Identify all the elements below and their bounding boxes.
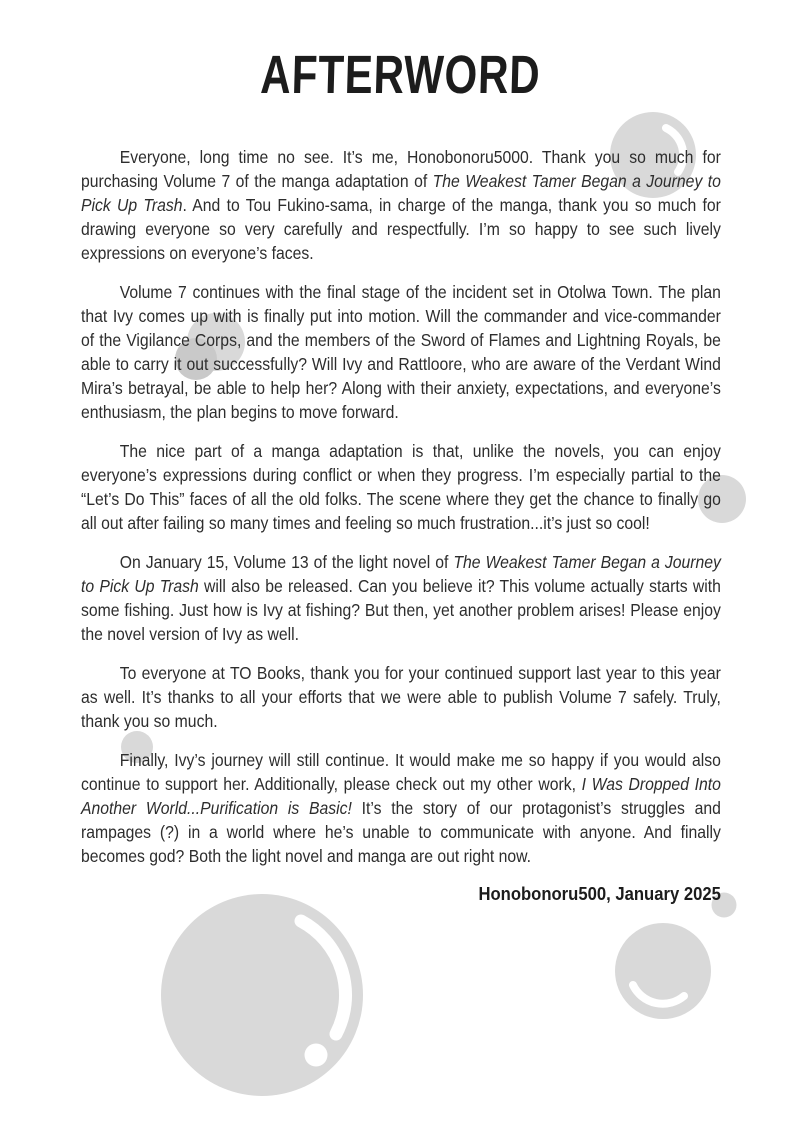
- book-title-italic: The Weakest Tamer Began a Journey to Pick Up Trash: [81, 552, 721, 596]
- paragraph-text: The nice part of a manga adaptation is that, unlike the novels, you can enjoy everyone’s expressions during conflict or when they progress. I’m especially partial to the “Let’s Do This” faces of all the old folks. The scene where they get the chance to finally go all out after failing so many times and feeling so much frustration...it’s just so cool!: [81, 441, 721, 533]
- paragraph: [81, 748, 721, 868]
- bubble-bottom-left-shine-dot: [305, 1044, 328, 1067]
- signature: Honobonoru500, January 2025: [478, 883, 721, 904]
- book-title-italic: I Was Dropped Into Another World...Purification is Basic!: [81, 774, 721, 818]
- bubble-bottom-left: [161, 894, 363, 1096]
- paragraph-text: On January 15, Volume 13 of the light novel of: [119, 552, 454, 572]
- paragraph: [81, 439, 721, 535]
- paragraph: [81, 661, 721, 733]
- body-column: [81, 145, 721, 905]
- paragraph: [81, 550, 721, 646]
- paragraph-text: Volume 7 continues with the final stage of the incident set in Otolwa Town. The plan that Ivy comes up with is finally put into motion. Will the commander and vice-commander of the Vigilance Corps, and the members of the Sword of Flames and Lightning Royals, be able to carry it out successfully? Will Ivy and Rattloore, who are aware of the Verdant Wind Mira’s betrayal, be able to help her? Along with their anxiety, expectations, and everyone’s enthusiasm, the plan begins to move forward.: [81, 282, 721, 422]
- paragraph: [81, 280, 721, 424]
- paragraph-text: Everyone, long time no see. It’s me, Honobonoru5000. Thank you so much for purchasing Volume 7 of the manga adaptation of: [81, 147, 721, 191]
- paragraph-text: will also be released. Can you believe it? This volume actually starts with some fishing. Just how is Ivy at fishing? But then, yet another problem arises! Please enjoy the novel version of Ivy as well.: [81, 576, 721, 644]
- book-title-italic: The Weakest Tamer Began a Journey to Pick Up Trash: [81, 171, 721, 215]
- paragraph-text: It’s the story of our protagonist’s struggles and rampages (?) in a world where he’s unable to communicate with anyone. And finally becomes god? Both the light novel and manga are out right now.: [81, 798, 721, 866]
- paragraph-text: To everyone at TO Books, thank you for your continued support last year to this year as well. It’s thanks to all your efforts that we were able to publish Volume 7 safely. Truly, thank you so much.: [81, 663, 721, 731]
- paragraph: [81, 145, 721, 265]
- paragraph-text: . And to Tou Fukino-sama, in charge of the manga, thank you so much for drawing everyone so very carefully and respectfully. I’m so happy to see such lively expressions on everyone’s faces.: [81, 195, 721, 263]
- afterword-body: [81, 145, 721, 868]
- page-title: [0, 0, 800, 105]
- page-title-text: AFTERWORD: [259, 45, 541, 105]
- paragraph-text: Finally, Ivy’s journey will still continue. It would make me so happy if you would also continue to support her. Additionally, please check out my other work,: [81, 750, 721, 794]
